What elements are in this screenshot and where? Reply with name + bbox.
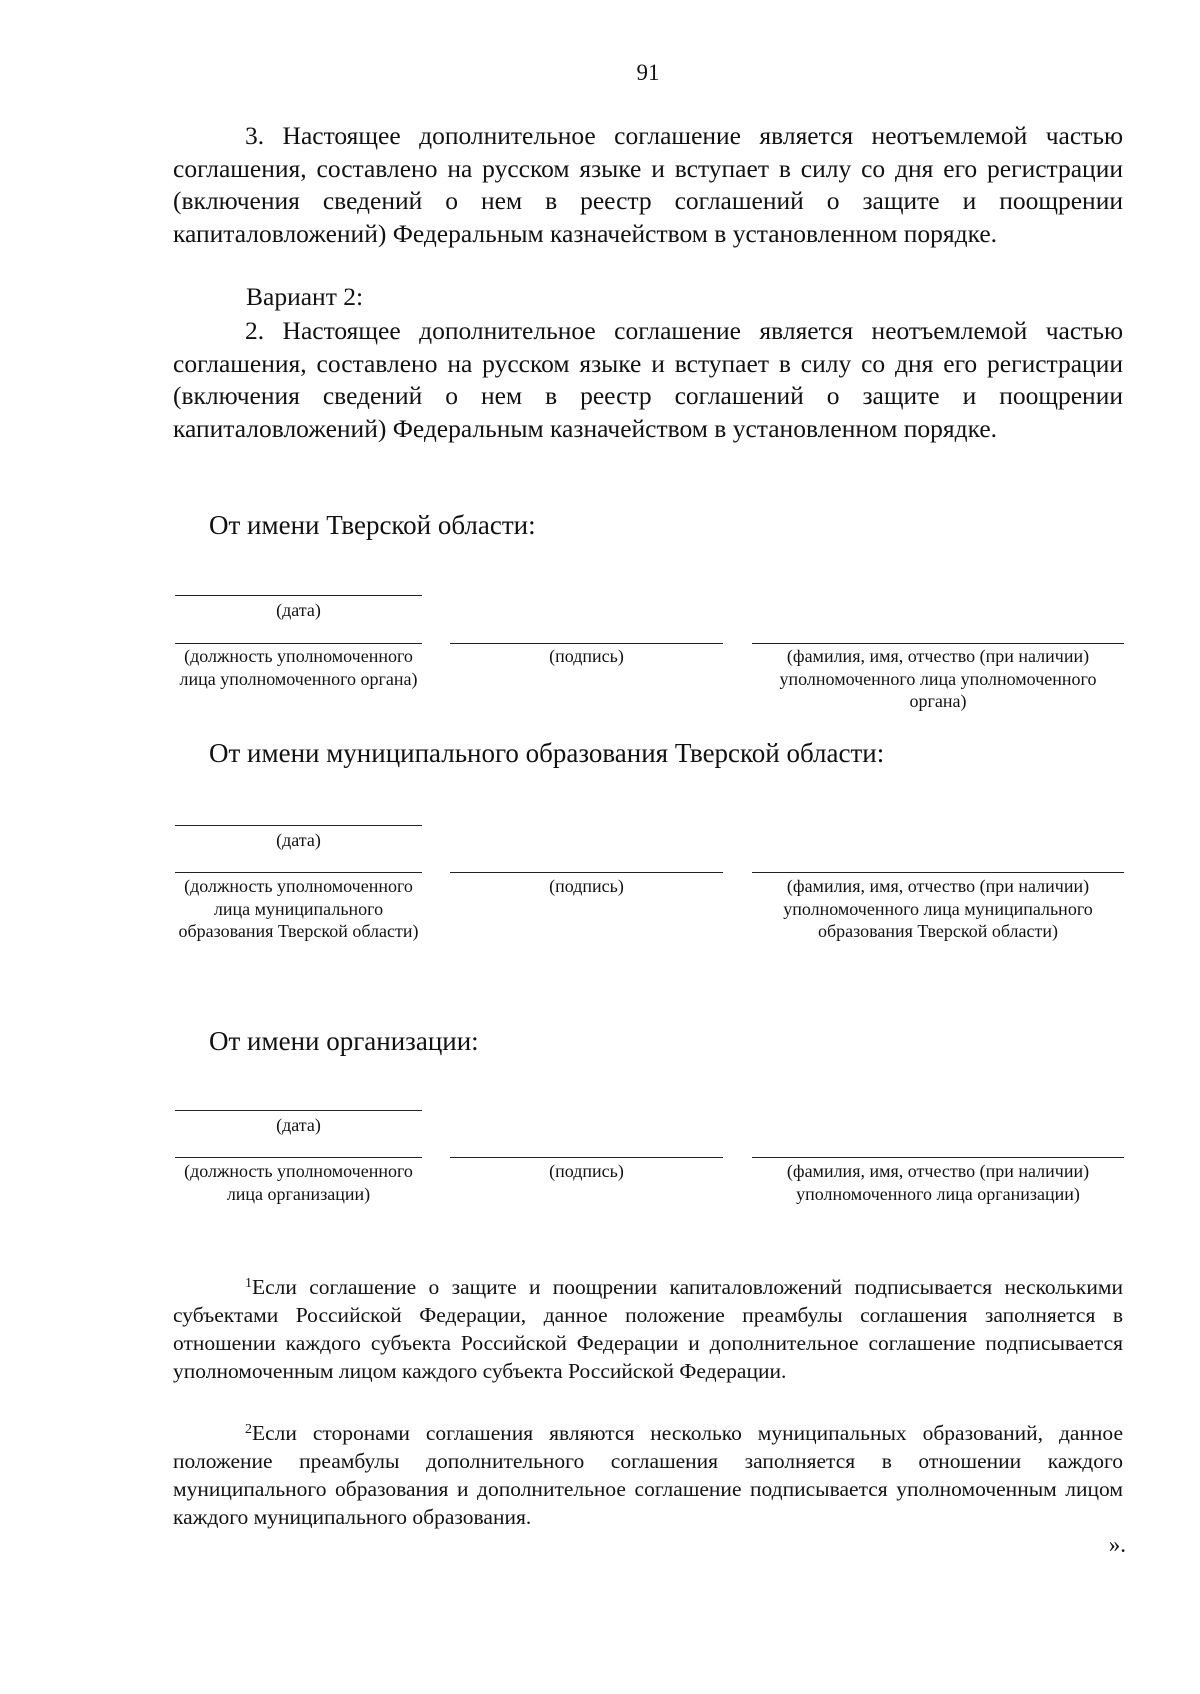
position-caption: (должность уполномоченного лица уполномоченного органа)	[179, 646, 418, 689]
footnote-text: Если соглашение о защите и поощрении капиталовложений подписывается несколькими субъектами Российской Федерации, данное положение преамбулы соглашения заполняется в отношении каждого субъекта Российской Федерации и дополнительное соглашение подписывается уполномоченным лицом каждого субъекта Российской Федерации.	[173, 1275, 1123, 1383]
signature-heading-municipality: От имени муниципального образования Тверской области:	[209, 738, 885, 768]
name-caption: (фамилия, имя, отчество (при наличии) уполномоченного лица уполномоченного органа)	[779, 646, 1097, 711]
page-number: 91	[636, 60, 660, 85]
signature-heading-region: От имени Тверской области:	[209, 510, 536, 540]
signature-caption: (подпись)	[549, 646, 624, 666]
footnote-1	[173, 1273, 1123, 1385]
name-line	[752, 1157, 1124, 1158]
position-caption: (должность уполномоченного лица организации)	[184, 1161, 413, 1204]
date-line	[175, 825, 422, 826]
date-line	[175, 595, 422, 596]
signature-caption: (подпись)	[549, 876, 624, 896]
name-line	[752, 643, 1124, 644]
closing-quote-mark: ».	[1108, 1532, 1126, 1557]
footnote-2	[173, 1419, 1123, 1531]
date-caption: (дата)	[276, 600, 321, 620]
position-line	[175, 1157, 422, 1158]
name-caption: (фамилия, имя, отчество (при наличии) уполномоченного лица организации)	[786, 1161, 1090, 1204]
name-line	[752, 872, 1124, 873]
signature-line	[450, 643, 723, 644]
date-line	[175, 1110, 422, 1111]
position-line	[175, 872, 422, 873]
clause-2: 2. Настоящее дополнительное соглашение является неотъемлемой частью соглашения, составлено на русском языке и вступает в силу со дня его регистрации (включения сведений о нем в реестр соглашений о защите и поощрении капиталовложений) Федеральным казначейством в установленном порядке.	[173, 316, 1123, 443]
footnote-mark: 1	[245, 1276, 252, 1291]
signature-caption: (подпись)	[549, 1161, 624, 1181]
position-caption: (должность уполномоченного лица муниципального образования Тверской области)	[178, 876, 419, 941]
footnote-text: Если сторонами соглашения являются несколько муниципальных образований, данное положение преамбулы дополнительного соглашения заполняется в отношении каждого муниципального образования и дополнительное соглашение подписывается уполномоченным лицом каждого муниципального образования.	[173, 1421, 1123, 1529]
position-line	[175, 643, 422, 644]
signature-line	[450, 872, 723, 873]
clause-3: 3. Настоящее дополнительное соглашение является неотъемлемой частью соглашения, составлено на русском языке и вступает в силу со дня его регистрации (включения сведений о нем в реестр соглашений о защите и поощрении капиталовложений) Федеральным казначейством в установленном порядке.	[173, 121, 1123, 248]
date-caption: (дата)	[276, 830, 321, 850]
signature-heading-organization: От имени организации:	[209, 1026, 479, 1056]
date-caption: (дата)	[276, 1115, 321, 1135]
variant-label: Вариант 2:	[246, 282, 364, 311]
signature-line	[450, 1157, 723, 1158]
footnote-mark: 2	[245, 1422, 252, 1437]
name-caption: (фамилия, имя, отчество (при наличии) уполномоченного лица муниципального образования Тверской области)	[783, 876, 1093, 941]
